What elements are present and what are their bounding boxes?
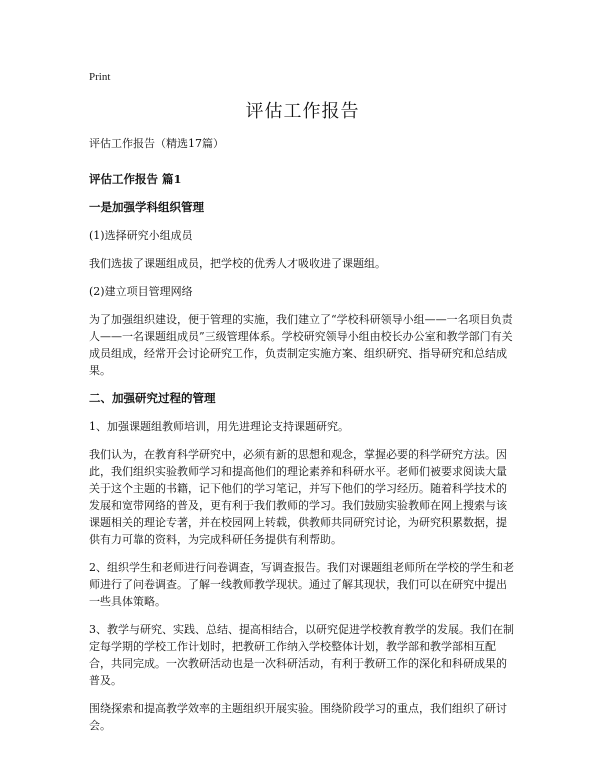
print-label[interactable]: Print: [89, 71, 111, 83]
list-item-1: (1)选择研究小组成员: [89, 229, 193, 242]
paragraph-3: 1、加强课题组教师培训，用先进理论支持课题研究。: [89, 420, 349, 433]
section-heading-2: 二、加强研究过程的管理: [89, 391, 216, 405]
paragraph-1: 我们选拔了课题组成员，把学校的优秀人才吸收进了课题组。: [89, 257, 386, 270]
piece-heading: 评估工作报告 篇1: [89, 172, 182, 186]
list-item-2: (2)建立项目管理网络: [89, 285, 193, 298]
paragraph-2: 为了加强组织建设，便于管理的实施，我们建立了“学校科研领导小组——一名项目负责人——一名课题组成员”三级管理体系。学校研究领导小组由校长办公室和教学部门有关成员组成，经常开会讨论研究工作，负责制定实施方案、组织研究、指导研究和总结成果。: [89, 313, 513, 377]
section-heading-1: 一是加强学科组织管理: [89, 200, 204, 214]
paragraph-5: 2、组织学生和老师进行问卷调查，写调查报告。我们对课题组老师所在学校的学生和老师进行了问卷调查。了解一线教师教学现状。通过了解其现状，我们可以在研究中提出一些具体策略。: [89, 561, 514, 608]
document-subtitle: 评估工作报告（精选17篇）: [89, 137, 224, 150]
paragraph-7: 围绕探索和提高教学效率的主题组织开展实验。围绕阶段学习的重点，我们组织了研讨会。: [89, 702, 507, 732]
document-title: 评估工作报告: [245, 101, 360, 122]
paragraph-4: 我们认为，在教育科学研究中，必须有新的思想和观念，掌握必要的科学研究方法。因此，我们组织实验教师学习和提高他们的理论素养和科研水平。老师们被要求阅读大量关于这个主题的书籍，记下他们的学习笔记，并写下他们的学习经历。随着科学技术的发展和宽带网络的普及，更有利于我们教师的学习。我们鼓励实验教师在网上搜索与该课题相关的理论专著，并在校园网上转载，供教师共同研究讨论，为研究积累数据，提供有力可靠的资料，为完成科研任务提供有利帮助。: [89, 448, 507, 546]
paragraph-6: 3、教学与研究、实践、总结、提高相结合，以研究促进学校教育教学的发展。我们在制定每学期的学校工作计划时，把教研工作纳入学校整体计划，教学部和教学部相互配合，共同完成。一次教研活动也是一次科研活动，有利于教研工作的深化和科研成果的普及。: [89, 623, 514, 687]
